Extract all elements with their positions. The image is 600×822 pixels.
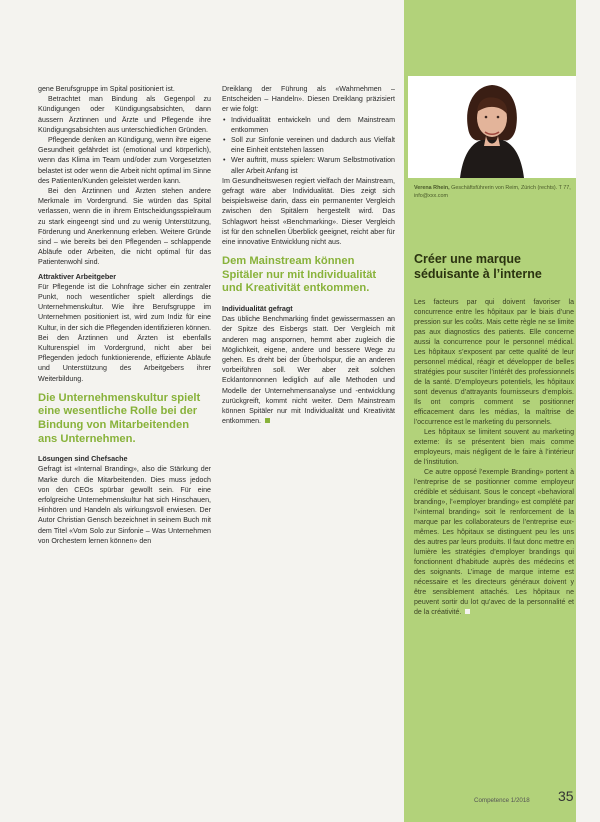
pull-quote: Dem Mainstream können Spitäler nur mit Individualität und Kreativität entkommen. xyxy=(222,255,377,295)
caption-text: Geschäftsführerin von Reim, Zürich (rechts). T 77, info@xxx.com xyxy=(414,185,571,199)
paragraph: Gefragt ist «Internal Branding», also die Stärkung der Marke durch die Mitarbeitenden. Dies muss jedoch von den CEOs spürbar gewollt sein. Für eine erfolgreiche Unternehmenskultur hat sich Hinschauen, Hinhören und Handeln als wirkungsvoll erwiesen. Der Autor Christian Gensch bezeichnet in seinem Buch mit dem Titel «Vom Solo zur Sinfonie – Was Unternehmen von Orchestern lernen können» den xyxy=(38,465,211,545)
journal-footer: Competence 1/2018 xyxy=(474,797,530,804)
pull-quote: Die Unternehmenskultur spielt eine wesentliche Rolle bei der Bindung von Mitarbeitenden ans Unternehmen. xyxy=(38,391,201,445)
paragraph: Für Pflegende ist die Lohnfrage sicher ein zentraler Punkt, noch wesentlicher spielt allerdings die Unternehmenskultur. Wie ihre Berufsgruppe im Unternehmen positioniert ist, wird zum Indiz für eine Kultur, in der sich die Pflegenden identifizieren können. Bei den Ärztinnen und Ärzten ist ebenfalls Kulturenspiel im Vordergrund, nicht aber bei Pflegenden jedoch funktionierende, effiziente Abläufe und Unterstützung des Arbeitgebers ihrer Weiterbildung. xyxy=(38,282,211,383)
paragraph: Les facteurs par qui doivent favoriser la concurrence entre les hôpitaux par le biais d’une pression sur les coûts. Mais cette règle ne se limite pas aux diagnostics des patients. Elle concerne aussi la concurrence pour le personnel médical. Les hôpitaux s’exposent par cette qualité de leur personnel médical, réagir et développer de belles stratégies pour susciter l’intérêt des professionnels de la santé. D’employeurs potentiels, les hôpitaux sont devenus d’attrayants fournisseurs d’emplois. Ils ont compris comment se positionner efficacement dans les médias, la maîtrise de l’occurrence est le marketing du personnels. xyxy=(414,299,574,426)
paragraph-text: Das übliche Benchmarking findet gewissermassen an der Spitze des Eisbergs statt. Der Vergleich mit anderen mag anspornen, hemmt aber zugleich die Möglichkeit, eigene, andere und bessere Wege zu gehen. Es dreht bei der Überholspur, die an anderen vorbeiführen soll. Wer aber zeit solchen Ecklantonnonnen lediglich auf alle Methoden und Modelle der Unternehmensanalyse und -entwicklung zurückgreift, kommt nicht weiter. Dem Mainstream können Spitäler nur mit Individualität und Kreativität entkommen. xyxy=(222,315,395,426)
paragraph: Les hôpitaux se limitent souvent au marketing externe: ils se présentent bien mais comme employeurs, mais négligent de le faire à l’intérieur de l’institution. xyxy=(414,428,574,466)
paragraph: Bei den Ärztinnen und Ärzten stehen andere Merkmale im Vordergrund. Sie würden das Spital verlassen, wenn die in ihrem Entscheidungsspielraum zu stark eingeengt sind und zu wenig Unterstützung, Förderung und Anerkennung erleben. Weitere Gründe sind – wie bereits bei den Pflegenden – schlappende Abläufe oder Arbeiten, die nicht optimal für das Patientenwohl sind. xyxy=(38,187,211,267)
paragraph xyxy=(414,468,574,618)
subheading: Attraktiver Arbeitgeber xyxy=(38,271,117,281)
list-item: • Wer auftritt, muss spielen: Warum Selbstmotivation aller Arbeit Anfang ist xyxy=(231,155,395,175)
paragraph: Betrachtet man Bindung als Gegenpol zu Kündigungen oder Kündigungsabsichten, dann äussern Ärztinnen und Ärzte und Pflegende ihre Kündigungsabsichten aus unterschiedlichen Gründen. xyxy=(38,95,211,134)
bullet-list xyxy=(222,115,395,176)
caption-name: Verena Rhein, xyxy=(414,185,450,191)
author-photo xyxy=(408,76,576,178)
paragraph xyxy=(222,314,395,426)
subheading: Individualität gefragt xyxy=(222,304,293,314)
paragraph: Pflegende denken an Kündigung, wenn ihre eigene Gesundheit gefährdet ist (emotional und körperlich), wenn das Klima im Team und/oder zum Vorgesetzten belastet ist oder wenn die Arbeit nicht optimal im Sinne des Patienten/Kunden geleistet werden kann. xyxy=(38,136,211,185)
column-middle xyxy=(222,84,395,426)
sidebar-text xyxy=(414,298,574,618)
photo-caption xyxy=(414,185,572,200)
paragraph: Im Gesundheitswesen regiert vielfach der Mainstream, gefragt wäre aber Individualität. Dies zeigt sich beispielsweise darin, dass ein permanenter Vergleich zwischen den Spitälern hergestellt wird. Das Schlagwort heisst «Benchmarking». Dieser Vergleich ist für den schnellen Überblick geeignet, reicht aber für eine innovative Entwicklung nicht aus. xyxy=(222,176,395,247)
paragraph-text: Ce autre opposé l’exemple Branding» portent à l’entreprise de se positionner comme employeur crédible et séduisant. Sous le concept «behavioral branding», l’«employer branding» est complété par l’«internal branding» soit le renforcement de la marque par les collaborateurs de l’entreprise eux-mêmes. Les hôpitaux se distinguent peu les uns des autres par leurs produits. Il faut donc mettre en lumière les stratégies d’employer brandings qui fonctionnent d’habitude auprès des médecins et des soignants. L’image de marque interne est nécessaire et les directeurs généraux doivent y être sensiblement attachés. Les hôpitaux ne peuvent sortir du lot qu’avec de la personnalité et de la créativité. xyxy=(414,468,574,616)
sidebar-title: Créer une marque séduisante à l’interne xyxy=(414,252,542,281)
paragraph: gene Berufsgruppe im Spital positioniert ist. xyxy=(38,85,175,93)
subheading: Lösungen sind Chefsache xyxy=(38,454,128,464)
page-number: 35 xyxy=(558,788,574,804)
portrait-image xyxy=(408,76,576,178)
column-left xyxy=(38,84,211,546)
end-mark-icon xyxy=(465,609,470,614)
list-item: • Soll zur Sinfonie vereinen und dadurch aus Vielfalt eine Einheit entstehen lassen xyxy=(231,135,395,155)
paragraph: Dreiklang der Führung als «Wahrnehmen – Entscheiden – Handeln». Diesen Dreiklang präzisiert er wie folgt: xyxy=(222,85,395,114)
end-mark-icon xyxy=(265,418,270,423)
list-item: • Individualität entwickeln und dem Mainstream entkommen xyxy=(231,115,395,135)
